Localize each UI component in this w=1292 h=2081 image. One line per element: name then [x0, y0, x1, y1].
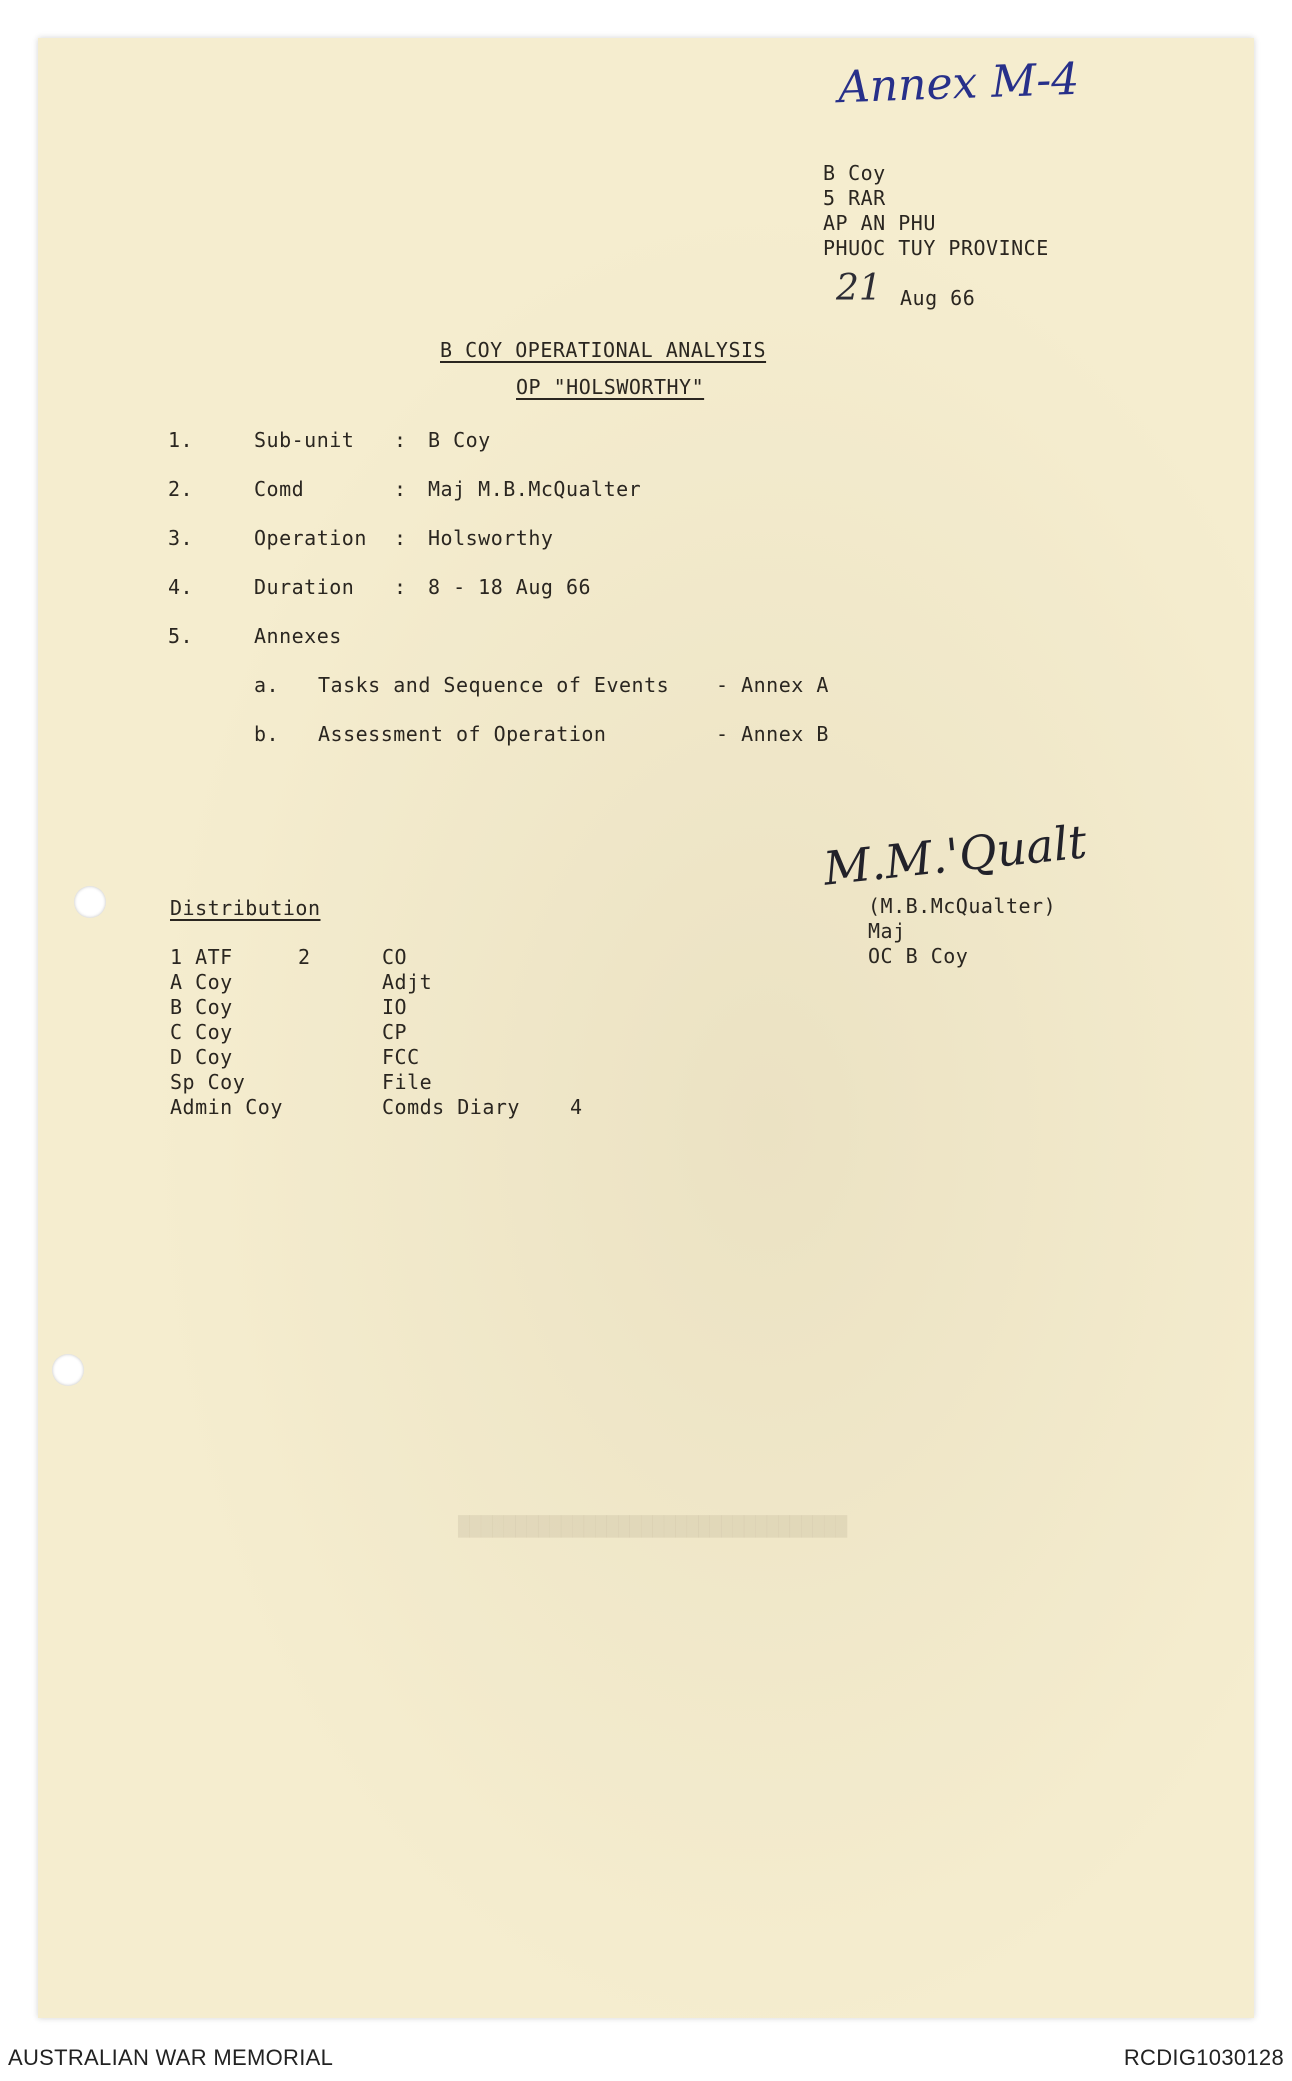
distribution-entry: File — [382, 1070, 433, 1094]
distribution-entry: 1 ATF — [170, 945, 233, 969]
distribution-entry: C Coy — [170, 1020, 233, 1044]
item-value: Holsworthy — [428, 526, 554, 550]
distribution-left-count: 2 — [298, 945, 311, 969]
item-number: 3. — [168, 526, 194, 550]
annex-ref: - Annex A — [716, 673, 829, 697]
item-number: 2. — [168, 477, 194, 501]
footer-institution: AUSTRALIAN WAR MEMORIAL — [8, 2045, 334, 2070]
address-line: PHUOC TUY PROVINCE — [823, 236, 1049, 260]
item-colon: : — [394, 477, 407, 501]
distribution-entry: FCC — [382, 1045, 420, 1069]
item-colon: : — [394, 526, 407, 550]
signature: M.M.'Qualt — [820, 814, 1090, 896]
punch-hole — [52, 1354, 84, 1386]
distribution-entry: CP — [382, 1020, 408, 1044]
item-colon: : — [394, 575, 407, 599]
address-line: 5 RAR — [823, 186, 886, 210]
item-label: Sub-unit — [254, 428, 355, 452]
item-value: B Coy — [428, 428, 491, 452]
item-number: 4. — [168, 575, 194, 599]
signatory-appointment: OC B Coy — [868, 944, 969, 968]
distribution-entry: D Coy — [170, 1045, 233, 1069]
annex-letter: a. — [254, 673, 280, 697]
item-label: Comd — [254, 477, 305, 501]
date-day-handwritten: 21 — [836, 268, 882, 309]
document-title: B COY OPERATIONAL ANALYSIS — [440, 338, 767, 362]
address-line: B Coy — [823, 161, 886, 185]
item-colon: : — [394, 428, 407, 452]
item-label: Annexes — [254, 624, 342, 648]
annex-ref: - Annex B — [716, 722, 829, 746]
distribution-entry: CO — [382, 945, 408, 969]
distribution-entry: A Coy — [170, 970, 233, 994]
handwritten-annex-note: Annex M-4 — [837, 53, 1081, 114]
distribution-right-count: 4 — [570, 1095, 583, 1119]
item-label: Duration — [254, 575, 355, 599]
annex-text: Assessment of Operation — [318, 722, 607, 746]
item-value: 8 - 18 Aug 66 — [428, 575, 592, 599]
item-number: 1. — [168, 428, 194, 452]
signatory-rank: Maj — [868, 919, 906, 943]
distribution-entry: Admin Coy — [170, 1095, 283, 1119]
distribution-entry: Sp Coy — [170, 1070, 246, 1094]
distribution-entry: B Coy — [170, 995, 233, 1019]
punch-hole — [74, 886, 106, 918]
document-subtitle: OP "HOLSWORTHY" — [516, 375, 705, 399]
item-value: Maj M.B.McQualter — [428, 477, 642, 501]
address-line: AP AN PHU — [823, 211, 936, 235]
item-number: 5. — [168, 624, 194, 648]
distribution-heading: Distribution — [170, 896, 321, 920]
distribution-entry: Adjt — [382, 970, 433, 994]
document-page — [38, 38, 1254, 2018]
item-label: Operation — [254, 526, 367, 550]
distribution-entry: Comds Diary — [382, 1095, 520, 1119]
annex-text: Tasks and Sequence of Events — [318, 673, 670, 697]
signatory-name: (M.B.McQualter) — [868, 894, 1057, 918]
distribution-entry: IO — [382, 995, 408, 1019]
date-month-year: Aug 66 — [900, 286, 976, 310]
footer-reference: RCDIG1030128 — [1123, 2045, 1284, 2070]
bleed-through-text: ██████████████████████████████████ — [458, 1516, 847, 1538]
annex-letter: b. — [254, 722, 280, 746]
